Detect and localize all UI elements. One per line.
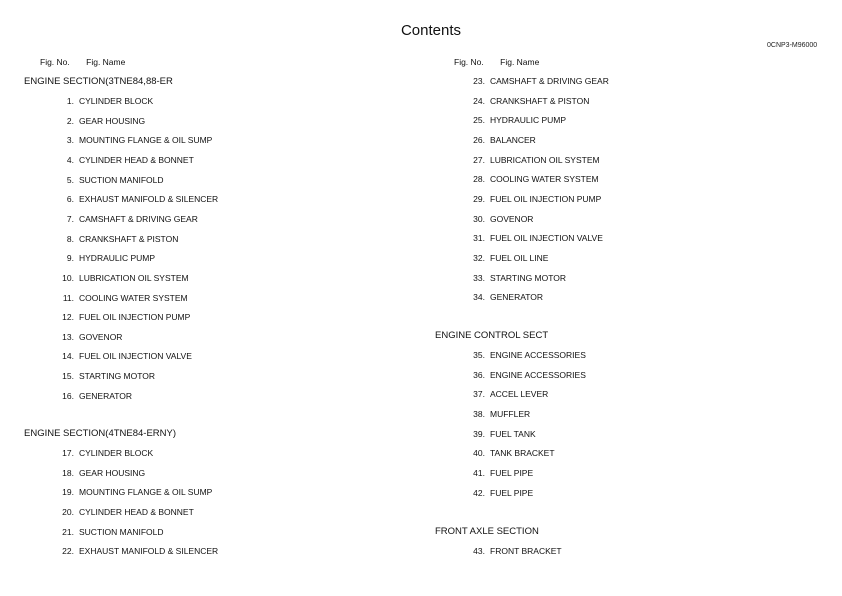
fig-name: CYLINDER HEAD & BONNET: [79, 154, 194, 165]
contents-entry[interactable]: [435, 155, 600, 165]
section-heading: ENGINE SECTION(4TNE84-ERNY): [24, 428, 177, 439]
contents-entry[interactable]: [435, 174, 599, 184]
fig-name: TANK BRACKET: [490, 448, 555, 459]
fig-number: 35.: [473, 350, 485, 360]
fig-name: SUCTION MANIFOLD: [79, 526, 164, 537]
contents-entry[interactable]: [435, 546, 562, 556]
fig-number: 36.: [473, 369, 485, 380]
fig-name: HYDRAULIC PUMP: [79, 253, 156, 264]
contents-entry[interactable]: [24, 116, 145, 126]
fig-name: EXHAUST MANIFOLD & SILENCER: [79, 194, 219, 205]
fig-name: GEAR HOUSING: [79, 467, 146, 478]
fig-number: 39.: [473, 428, 485, 439]
fig-name: MUFFLER: [490, 408, 531, 419]
fig-name: ACCEL LEVER: [490, 389, 549, 400]
fig-name: FUEL OIL INJECTION VALVE: [490, 233, 603, 244]
contents-entry[interactable]: [24, 253, 155, 263]
fig-name-header: Fig. Name: [86, 57, 126, 67]
contents-entry[interactable]: [435, 194, 601, 204]
contents-entry[interactable]: [24, 293, 188, 303]
contents-entry[interactable]: [24, 391, 132, 401]
contents-entry[interactable]: [435, 409, 530, 419]
fig-name: GEAR HOUSING: [79, 115, 146, 126]
right-column-header: [454, 57, 539, 67]
contents-entry[interactable]: [24, 214, 198, 224]
contents-entry[interactable]: [435, 389, 548, 399]
fig-name: FUEL PIPE: [490, 487, 534, 498]
contents-entry[interactable]: [24, 546, 218, 556]
contents-entry[interactable]: [435, 214, 533, 224]
fig-name: GENERATOR: [490, 292, 544, 303]
fig-name: HYDRAULIC PUMP: [490, 115, 567, 126]
fig-number: 24.: [473, 95, 485, 106]
contents-entry[interactable]: [24, 448, 153, 458]
page-title: Contents: [400, 22, 462, 39]
fig-number: 34.: [473, 292, 485, 303]
fig-name: CAMSHAFT & DRIVING GEAR: [79, 213, 198, 224]
fig-number: 38.: [473, 408, 485, 419]
contents-entry[interactable]: [435, 468, 533, 478]
fig-name: MOUNTING FLANGE & OIL SUMP: [79, 135, 213, 146]
contents-entry[interactable]: [24, 234, 178, 244]
fig-number: 25.: [473, 115, 485, 126]
fig-name: FUEL TANK: [490, 428, 536, 439]
fig-number: 41.: [473, 467, 485, 478]
contents-entry[interactable]: [435, 96, 589, 106]
contents-entry[interactable]: [24, 371, 155, 381]
contents-entry[interactable]: [24, 135, 212, 145]
fig-name: FUEL OIL INJECTION PUMP: [79, 312, 191, 323]
fig-name: FUEL OIL INJECTION VALVE: [79, 351, 192, 362]
contents-entry[interactable]: [24, 273, 189, 283]
contents-entry[interactable]: [24, 175, 164, 185]
contents-entry[interactable]: [24, 332, 122, 342]
fig-number: 16.: [62, 390, 74, 401]
fig-number: 11.: [62, 292, 74, 303]
fig-number: 14.: [62, 351, 74, 362]
fig-number: 32.: [473, 252, 485, 263]
fig-name: ENGINE ACCESSORIES: [490, 350, 586, 360]
fig-number: 28.: [473, 174, 485, 185]
fig-name: CYLINDER BLOCK: [79, 96, 154, 106]
fig-number: 10.: [62, 272, 74, 283]
fig-number: 12.: [62, 312, 74, 323]
contents-entry[interactable]: [24, 527, 164, 537]
fig-number: 3.: [66, 135, 74, 146]
fig-number: 30.: [473, 213, 485, 224]
contents-entry[interactable]: [435, 350, 586, 360]
contents-entry[interactable]: [24, 507, 194, 517]
contents-entry[interactable]: [435, 233, 603, 243]
fig-name: FUEL OIL LINE: [490, 252, 549, 263]
fig-no-header: Fig. No.: [40, 57, 70, 67]
fig-number: 1.: [66, 96, 74, 106]
fig-number: 27.: [473, 154, 485, 165]
fig-number: 9.: [66, 253, 74, 264]
contents-entry[interactable]: [435, 429, 536, 439]
fig-number: 15.: [62, 371, 74, 382]
fig-name: BALANCER: [490, 134, 536, 145]
contents-entry[interactable]: [24, 155, 194, 165]
fig-number: 40.: [473, 448, 485, 459]
left-column-header: [40, 57, 125, 67]
contents-entry[interactable]: [435, 448, 555, 458]
fig-number: 18.: [62, 467, 74, 478]
fig-name: COOLING WATER SYSTEM: [490, 174, 599, 185]
fig-name: CRANKSHAFT & PISTON: [79, 233, 179, 244]
fig-name: COOLING WATER SYSTEM: [79, 292, 188, 303]
section-heading: FRONT AXLE SECTION: [435, 526, 539, 537]
fig-name: ENGINE ACCESSORIES: [490, 369, 586, 380]
fig-name: CYLINDER HEAD & BONNET: [79, 506, 194, 517]
fig-name: EXHAUST MANIFOLD & SILENCER: [79, 546, 219, 557]
fig-name: STARTING MOTOR: [490, 272, 567, 283]
fig-name: GOVENOR: [79, 331, 123, 342]
fig-number: 19.: [62, 487, 74, 498]
fig-number: 42.: [473, 487, 485, 498]
fig-number: 2.: [66, 115, 74, 126]
fig-number: 31.: [473, 233, 485, 244]
fig-number: 37.: [473, 389, 485, 400]
contents-entry[interactable]: [435, 370, 586, 380]
fig-number: 7.: [66, 213, 74, 224]
contents-entry[interactable]: [24, 312, 190, 322]
fig-number: 8.: [66, 233, 74, 244]
contents-entry[interactable]: [24, 194, 218, 204]
fig-name: CAMSHAFT & DRIVING GEAR: [490, 76, 609, 86]
fig-name: FRONT BRACKET: [490, 546, 562, 556]
fig-number: 5.: [66, 174, 74, 185]
contents-entry[interactable]: [24, 351, 192, 361]
fig-name: MOUNTING FLANGE & OIL SUMP: [79, 487, 213, 498]
fig-name: FUEL PIPE: [490, 467, 534, 478]
fig-number: 6.: [66, 194, 74, 205]
fig-name: GENERATOR: [79, 390, 133, 401]
section-heading: ENGINE SECTION(3TNE84,88-ER: [24, 76, 173, 87]
fig-number: 20.: [62, 506, 74, 517]
fig-number: 21.: [62, 526, 74, 537]
section-heading: ENGINE CONTROL SECT: [435, 330, 549, 341]
contents-entry[interactable]: [435, 253, 548, 263]
contents-entry[interactable]: [435, 115, 566, 125]
fig-name: CYLINDER BLOCK: [79, 448, 154, 458]
contents-entry[interactable]: [24, 487, 212, 497]
fig-number: 43.: [473, 546, 485, 556]
fig-name: LUBRICATION OIL SYSTEM: [490, 154, 600, 165]
document-code: 0CNP3-M96000: [767, 42, 818, 49]
contents-entry[interactable]: [435, 273, 566, 283]
fig-number: 22.: [62, 546, 74, 557]
fig-number: 23.: [473, 76, 485, 86]
contents-entry[interactable]: [435, 76, 609, 86]
fig-name: SUCTION MANIFOLD: [79, 174, 164, 185]
contents-entry[interactable]: [435, 488, 533, 498]
contents-entry[interactable]: [24, 468, 145, 478]
contents-entry[interactable]: [435, 135, 536, 145]
fig-number: 17.: [62, 448, 74, 458]
fig-number: 29.: [473, 193, 485, 204]
fig-no-header: Fig. No.: [454, 57, 484, 67]
contents-entry[interactable]: [435, 292, 543, 302]
fig-number: 4.: [66, 154, 74, 165]
fig-name: FUEL OIL INJECTION PUMP: [490, 193, 602, 204]
fig-name: CRANKSHAFT & PISTON: [490, 95, 590, 106]
fig-name: STARTING MOTOR: [79, 371, 156, 382]
fig-name: GOVENOR: [490, 213, 534, 224]
fig-name: LUBRICATION OIL SYSTEM: [79, 272, 189, 283]
fig-number: 33.: [473, 272, 485, 283]
fig-number: 13.: [62, 331, 74, 342]
fig-number: 26.: [473, 134, 485, 145]
contents-entry[interactable]: [24, 96, 153, 106]
fig-name-header: Fig. Name: [500, 57, 540, 67]
